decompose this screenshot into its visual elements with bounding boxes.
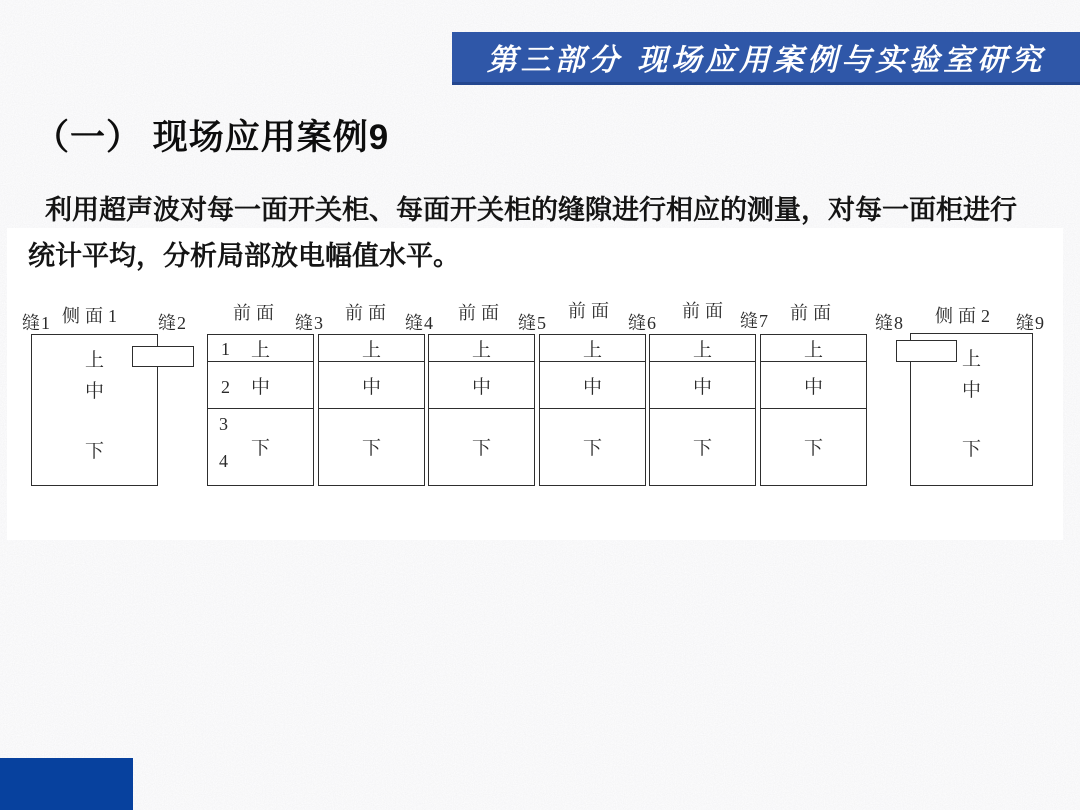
front3-row-top: 上 — [429, 335, 534, 362]
front4-row-bot: 下 — [582, 437, 602, 459]
front4-row-mid: 中 — [540, 362, 645, 409]
front-cabinet-2 — [318, 334, 425, 486]
section-banner — [452, 32, 1080, 85]
front-cabinet-5 — [649, 334, 756, 486]
front6-row-mid: 中 — [761, 362, 866, 409]
front5-row-top: 上 — [650, 335, 755, 362]
front2-row-top: 上 — [319, 335, 424, 362]
front2-label: 前面 — [345, 303, 391, 323]
side1-row-bot: 下 — [84, 441, 104, 462]
front3-row-bot: 下 — [471, 437, 491, 459]
front-cabinet-1 — [207, 334, 314, 486]
front3-row-mid: 中 — [429, 362, 534, 409]
sensor-rect-left — [132, 346, 194, 367]
front6-row-bot: 下 — [803, 437, 823, 459]
side1-row-mid: 中 — [84, 381, 104, 402]
sensor-rect-right — [896, 340, 957, 362]
front4-row-top: 上 — [540, 335, 645, 362]
diagram-panel — [7, 228, 1063, 540]
front2-row-bot: 下 — [361, 437, 381, 459]
seam-label-6: 缝6 — [628, 313, 657, 333]
point-number-3: 3 — [219, 414, 228, 434]
body-text-line2: 统计平均，分析局部放电幅值水平。 — [28, 241, 460, 271]
front3-label: 前面 — [458, 303, 504, 323]
seam-label-1: 缝1 — [22, 313, 51, 333]
seam-label-3: 缝3 — [295, 313, 324, 333]
point-number-1: 1 — [221, 339, 230, 359]
front1-row-bot: 下 — [250, 437, 270, 459]
footer-accent-block — [0, 758, 133, 810]
front6-label: 前面 — [790, 303, 836, 323]
page-title: （一） 现场应用案例9 — [34, 118, 390, 157]
front4-label: 前面 — [568, 301, 614, 321]
front2-row-mid: 中 — [319, 362, 424, 409]
front5-label: 前面 — [682, 301, 728, 321]
front-cabinet-6 — [760, 334, 867, 486]
seam-label-5: 缝5 — [518, 313, 547, 333]
seam-label-8: 缝8 — [875, 313, 904, 333]
body-text-line1: 利用超声波对每一面开关柜、每面开关柜的缝隙进行相应的测量，对每一面柜进行 — [45, 195, 1017, 225]
side1-label: 侧面1 — [62, 306, 122, 326]
seam-label-9: 缝9 — [1016, 313, 1045, 333]
front6-row-top: 上 — [761, 335, 866, 362]
side2-row-top: 上 — [961, 349, 981, 370]
front1-row-mid: 中 — [208, 362, 313, 409]
side2-label: 侧面2 — [935, 306, 995, 326]
front1-row-top: 上 — [208, 335, 313, 362]
front5-row-mid: 中 — [650, 362, 755, 409]
point-number-4: 4 — [219, 451, 228, 471]
seam-label-7: 缝7 — [740, 311, 769, 331]
side1-row-top: 上 — [84, 350, 104, 371]
section-banner-text: 第三部分 现场应用案例与实验室研究 — [486, 43, 1046, 78]
seam-label-2: 缝2 — [158, 313, 187, 333]
side2-row-bot: 下 — [961, 439, 981, 460]
point-number-2: 2 — [221, 377, 230, 397]
seam-label-4: 缝4 — [405, 313, 434, 333]
side2-row-mid: 中 — [961, 380, 981, 401]
front-cabinet-4 — [539, 334, 646, 486]
front1-label: 前面 — [233, 303, 279, 323]
front-cabinet-3 — [428, 334, 535, 486]
front5-row-bot: 下 — [692, 437, 712, 459]
